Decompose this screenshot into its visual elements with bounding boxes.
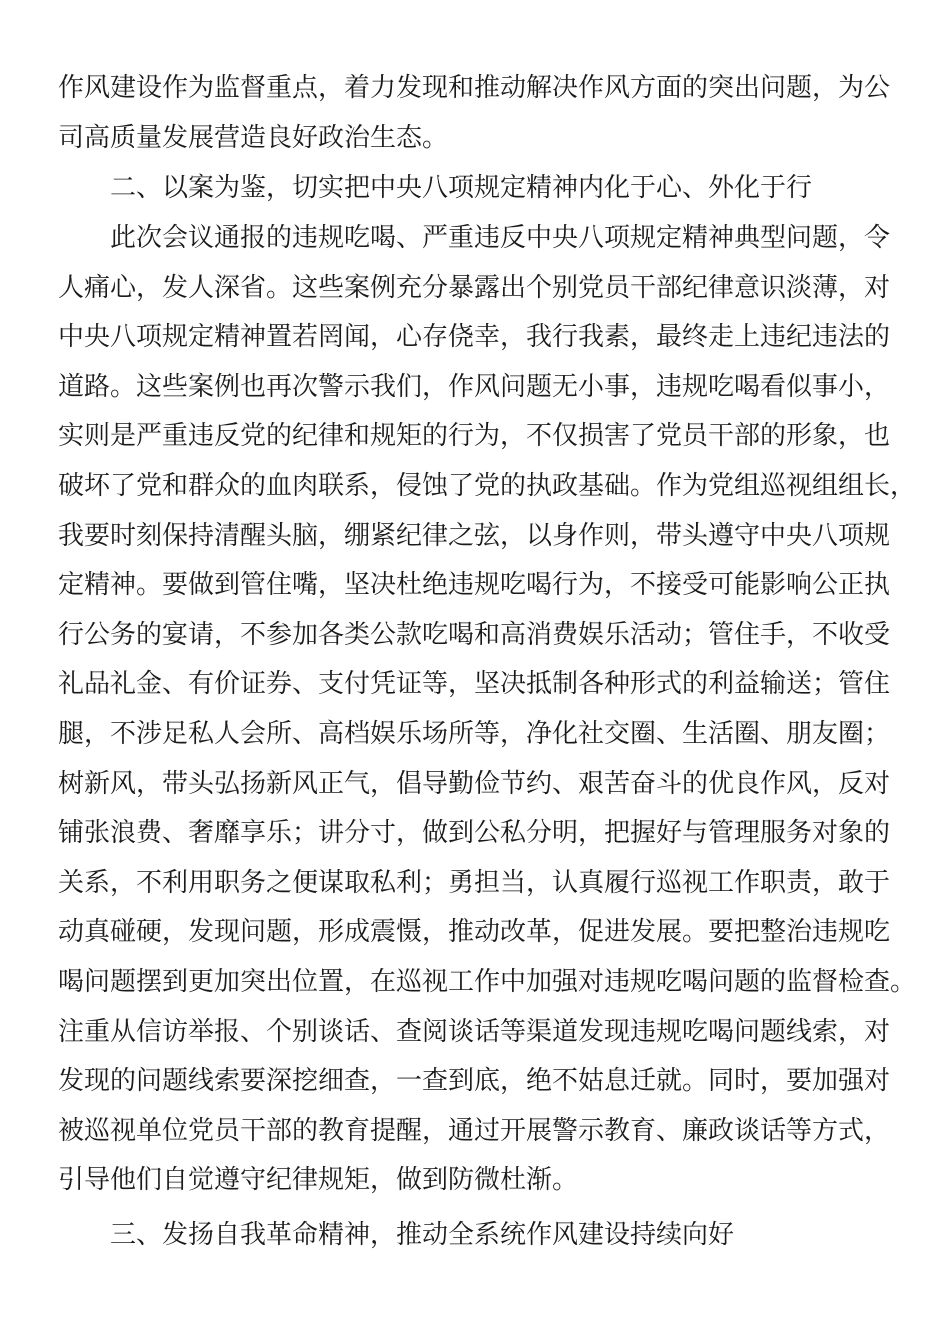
text-line: 动真碰硬，发现问题，形成震慑，推动改革，促进发展。要把整治违规吃 [58, 917, 891, 948]
text-line: 道路。这些案例也再次警示我们，作风问题无小事，违规吃喝看似事小， [58, 371, 891, 402]
text-line: 我要时刻保持清醒头脑，绷紧纪律之弦，以身作则，带头遵守中央八项规 [58, 520, 891, 551]
text-line: 实则是严重违反党的纪律和规矩的行为，不仅损害了党员干部的形象，也 [58, 421, 891, 452]
text-line: 行公务的宴请，不参加各类公款吃喝和高消费娱乐活动；管住手，不收受 [58, 619, 891, 650]
text-line: 作风建设作为监督重点，着力发现和推动解决作风方面的突出问题，为公 [58, 73, 891, 103]
paragraph-continuation [58, 64, 898, 163]
text-line: 注重从信访举报、个别谈话、查阅谈话等渠道发现违规吃喝问题线索，对 [58, 1016, 891, 1047]
text-line: 人痛心，发人深省。这些案例充分暴露出个别党员干部纪律意识淡薄，对 [58, 272, 891, 303]
text-line: 破坏了党和群众的血肉联系，侵蚀了党的执政基础。作为党组巡视组组长， [58, 470, 917, 501]
text-line: 关系，不利用职务之便谋取私利；勇担当，认真履行巡视工作职责，敢于 [58, 867, 891, 898]
section-heading-3: 三、发扬自我革命精神，推动全系统作风建设持续向好 [110, 1220, 735, 1250]
text-line: 腿，不涉足私人会所、高档娱乐场所等，净化社交圈、生活圈、朋友圈； [58, 718, 891, 749]
text-line: 喝问题摆到更加突出位置，在巡视工作中加强对违规吃喝问题的监督检查。 [58, 966, 917, 997]
text-line: 引导他们自觉遵守纪律规矩，做到防微杜渐。 [58, 1165, 579, 1196]
paragraph-main [58, 214, 917, 1206]
section-heading-2: 二、以案为鉴，切实把中央八项规定精神内化于心、外化于行 [110, 173, 813, 203]
text-line: 发现的问题线索要深挖细查，一查到底，绝不姑息迁就。同时，要加强对 [58, 1066, 891, 1097]
section-heading [58, 1211, 898, 1261]
text-line: 中央八项规定精神置若罔闻，心存侥幸，我行我素，最终走上违纪违法的 [58, 322, 891, 353]
text-line: 定精神。要做到管住嘴，坚决杜绝违规吃喝行为，不接受可能影响公正执 [58, 570, 891, 601]
section-heading [58, 164, 898, 214]
text-line: 礼品礼金、有价证券、支付凭证等，坚决抵制各种形式的利益输送；管住 [58, 669, 891, 700]
text-line: 树新风，带头弘扬新风正气，倡导勤俭节约、艰苦奋斗的优良作风，反对 [58, 768, 891, 799]
text-line: 铺张浪费、奢靡享乐；讲分寸，做到公私分明，把握好与管理服务对象的 [58, 818, 891, 849]
text-line: 此次会议通报的违规吃喝、严重违反中央八项规定精神典型问题，令 [110, 223, 891, 253]
text-line: 司高质量发展营造良好政治生态。 [58, 122, 449, 153]
text-line: 被巡视单位党员干部的教育提醒，通过开展警示教育、廉政谈话等方式， [58, 1115, 891, 1146]
